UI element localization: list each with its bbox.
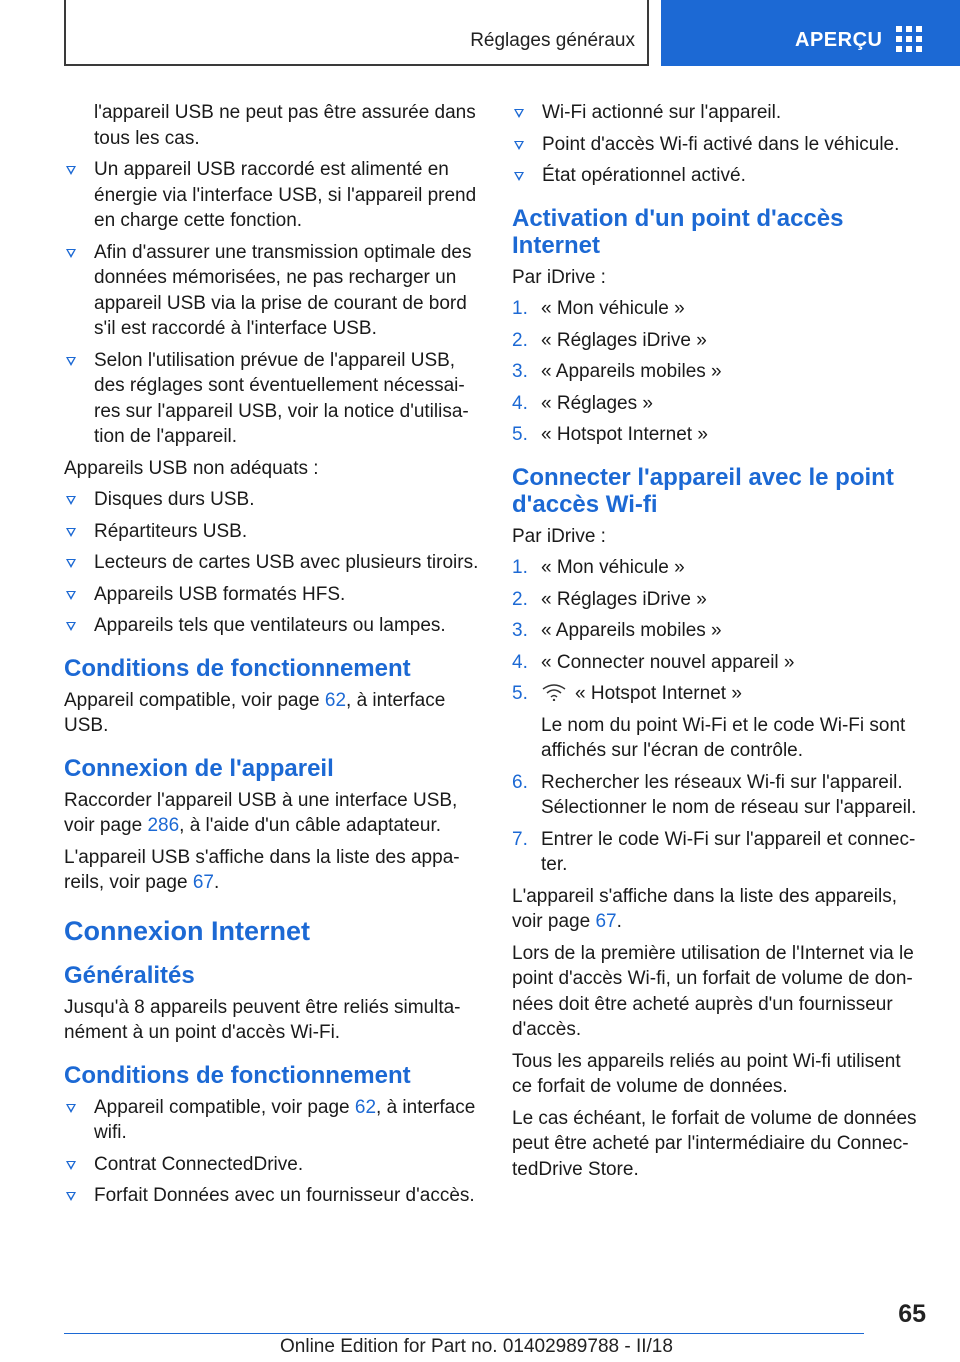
step-number: 2. [512, 329, 528, 351]
bullet-text: Selon l'utilisation prévue de l'appareil USB, des réglages sont éventuellement nécessai‐res sur l'appareil USB, voir la notice d'utilisa‐tion de l'appareil. [94, 349, 469, 447]
step-item [512, 328, 922, 354]
heading-connexion-appareil: Connexion de l'appareil [64, 754, 334, 782]
page-link[interactable]: 62 [324, 689, 347, 711]
page-link[interactable]: 67 [595, 911, 617, 932]
step-number: 1. [512, 298, 528, 319]
step-number: 5. [512, 683, 528, 704]
bullet-triangle-icon [514, 109, 524, 118]
text-run: . [213, 872, 220, 893]
page-link[interactable]: 286 [147, 815, 180, 836]
step-item [512, 618, 922, 644]
bullet-triangle-icon [66, 1161, 76, 1170]
connexion-text [64, 788, 479, 839]
bullet-text: Contrat ConnectedDrive. [94, 1153, 304, 1175]
step-text: « Mon véhicule » [541, 557, 685, 578]
heading-conditions: Conditions de fonctionnement [64, 654, 411, 682]
step-number: 3. [512, 620, 528, 641]
bullet-item [64, 519, 479, 545]
overview-tab-label: APERÇU [795, 29, 883, 51]
bullet-item [64, 550, 479, 576]
step-text: « Appareils mobiles » [541, 361, 722, 382]
bullet-item [64, 582, 479, 608]
text-run: Appareil compatible, voir page [64, 689, 325, 711]
step-text: « Réglages iDrive » [541, 329, 707, 351]
bullet-triangle-icon [66, 591, 76, 600]
bullet-item [64, 348, 479, 450]
step-item [512, 359, 922, 385]
step-text: « Connecter nouvel appareil » [541, 651, 795, 673]
bullet-text: Point d'accès Wi-fi activé dans le véhicule. [542, 133, 900, 155]
first-use-text: Lors de la première utilisation de l'Internet via le point d'accès Wi-fi, un forfait de volume de don‐nées doit être acheté auprès d'un fournisseur d'accès. [512, 942, 914, 1040]
step-number: 3. [512, 361, 528, 382]
bullet-item [64, 1183, 479, 1209]
step-text: Rechercher les réseaux Wi-fi sur l'appareil. Sélectionner le nom de réseau sur l'appareil. [541, 771, 917, 818]
step-item [512, 555, 922, 581]
heading-conditions-2: Conditions de fonctionnement [64, 1061, 411, 1089]
footer-edition: Online Edition for Part no. 01402989788 - II/18 [280, 1336, 673, 1357]
right-column [512, 100, 922, 1188]
bullet-continuation: l'appareil USB ne peut pas être assurée dans tous les cas. [94, 102, 476, 149]
bullet-triangle-icon [66, 1104, 76, 1113]
step-text: « Appareils mobiles » [541, 620, 722, 641]
heading-connexion-internet: Connexion Internet [64, 915, 311, 946]
page-number: 65 [898, 1300, 926, 1328]
step-number: 5. [512, 424, 528, 445]
bullet-triangle-icon [66, 496, 76, 505]
bullet-triangle-icon [66, 249, 76, 258]
left-column [64, 100, 479, 1215]
shared-volume-text: Tous les appareils reliés au point Wi-fi utilisent ce forfait de volume de données. [512, 1050, 901, 1097]
text-run: . [616, 911, 622, 932]
bullet-text: Appareils USB formatés HFS. [94, 583, 346, 605]
bullet-text: Afin d'assurer une transmission optimale des données mémorisées, ne pas recharger un appareil USB via la prise de courant de bord s'il est raccordé à l'interface USB. [94, 241, 472, 339]
text-run: , à l'aide d'un câble adaptateur. [179, 815, 441, 836]
bullet-item [512, 100, 922, 126]
step-item [512, 296, 922, 322]
step-number: 6. [512, 771, 528, 793]
page-link[interactable]: 62 [354, 1096, 377, 1118]
step-text: « Réglages iDrive » [541, 588, 707, 610]
step-text: « Hotspot Internet » [575, 683, 742, 704]
bullet-item [64, 487, 479, 513]
bullet-item [64, 1152, 479, 1178]
step-number: 7. [512, 828, 528, 850]
text-run: , à interface USB. [64, 689, 446, 736]
step-number: 2. [512, 588, 528, 610]
bullet-triangle-icon [514, 172, 524, 181]
bullet-text: Répartiteurs USB. [94, 520, 248, 542]
bullet-text: Appareil compatible, voir page [94, 1096, 355, 1118]
bullet-item [512, 163, 922, 189]
text-run: Raccorder l'appareil USB à une interface USB, voir page [64, 789, 458, 836]
step-text: « Hotspot Internet » [541, 424, 708, 445]
bullet-text: Wi-Fi actionné sur l'appareil. [542, 102, 782, 123]
bullet-item [64, 157, 479, 234]
step-text: Entrer le code Wi-Fi sur l'appareil et connec‐ter. [541, 828, 916, 875]
bullet-item [64, 1095, 479, 1146]
wifi-icon [541, 683, 567, 701]
bullet-text: , à interface wifi. [94, 1096, 476, 1143]
store-text: Le cas échéant, le forfait de volume de données peut être acheté par l'intermédiaire du Connec‐tedDrive Store. [512, 1107, 917, 1180]
bullet-triangle-icon [66, 528, 76, 537]
bullet-triangle-icon [66, 1192, 76, 1201]
bullet-item [512, 132, 922, 158]
step-text: « Réglages » [541, 392, 653, 414]
heading-connecter: Connecter l'appareil avec le point d'accès Wi-fi [512, 463, 894, 518]
step-item [512, 422, 922, 448]
bullet-triangle-icon [66, 166, 76, 175]
step-text: « Mon véhicule » [541, 298, 685, 319]
text-run: L'appareil s'affiche dans la liste des appareils, voir page [512, 885, 898, 932]
devices-list-text [512, 884, 922, 935]
step-number: 4. [512, 392, 528, 414]
step-item [512, 681, 922, 707]
step-item [512, 770, 922, 821]
bullet-triangle-icon [514, 141, 524, 150]
heading-generalites: Généralités [64, 961, 195, 989]
overview-tab[interactable] [661, 0, 960, 66]
bullet-item [64, 613, 479, 639]
bullet-text: Forfait Données avec un fournisseur d'accès. [94, 1185, 475, 1206]
bullet-text: Appareils tels que ventilateurs ou lampes. [94, 615, 446, 636]
idrive-label: Par iDrive : [512, 266, 606, 288]
step-number: 4. [512, 651, 528, 673]
conditions-text [64, 688, 479, 739]
bullet-text: Un appareil USB raccordé est alimenté en énergie via l'interface USB, si l'appareil prend en charge cette fonction. [94, 159, 477, 231]
bullet-text: Lecteurs de cartes USB avec plusieurs tiroirs. [94, 552, 479, 573]
bullet-triangle-icon [66, 559, 76, 568]
header-section-box [64, 0, 649, 66]
step-sub-text: Le nom du point Wi-Fi et le code Wi-Fi sont affichés sur l'écran de contrôle. [541, 714, 906, 761]
text-run: L'appareil USB s'affiche dans la liste des appa‐reils, voir page [64, 846, 460, 893]
step-item [512, 587, 922, 613]
list-text [64, 845, 479, 896]
idrive-label: Par iDrive : [512, 525, 606, 547]
bullet-triangle-icon [66, 357, 76, 366]
bullet-text: Disques durs USB. [94, 489, 255, 510]
footer-divider [64, 1333, 864, 1334]
step-item [512, 650, 922, 676]
step-item [512, 391, 922, 417]
bullet-triangle-icon [66, 622, 76, 631]
bullet-item [64, 240, 479, 342]
grid-icon [896, 26, 922, 52]
section-title: Réglages généraux [470, 30, 635, 51]
page-link[interactable]: 67 [192, 872, 214, 893]
bullet-text: État opérationnel activé. [542, 165, 746, 186]
heading-activation: Activation d'un point d'accès Internet [512, 204, 844, 259]
generalites-text: Jusqu'à 8 appareils peuvent être reliés simulta‐nément à un point d'accès Wi-Fi. [64, 996, 461, 1043]
step-number: 1. [512, 557, 528, 578]
unsuitable-label: Appareils USB non adéquats : [64, 457, 319, 479]
step-item [512, 827, 922, 878]
